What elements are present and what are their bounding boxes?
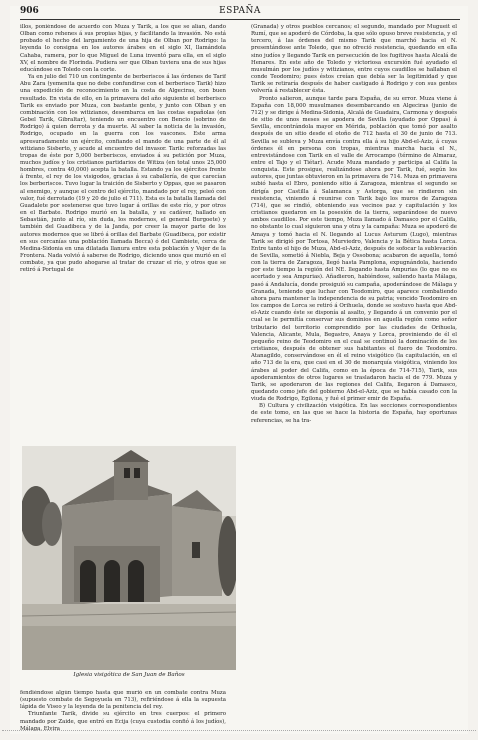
paragraph: Triunfante Tarik, divide su ejército en tres cuerpos: el primero mandado por Zaide, que entró en Ecija (cuya custodia confió á los judíos), Málaga, Elvira xyxy=(20,711,226,732)
paragraph: illos, poniéndose de acuerdo con Muza y Tarik, a los que se alían, dando Olban como rehenes á sus propias hijas, y facilitando la invasión. No está probado el hecho del largamiento de una hija de Olban por Rodrigo: la leyenda lo consigna en los autores árabes en el siglo XI, llamándola Cahaba, ramera, por lo que Miguel de Luna inventó para ella, en el siglo XV, el nombre de Florinda. Pudiera ser que Olban tuviera una de sus hijas educándose en Toledo con la corte. xyxy=(20,24,226,73)
paragraph: fendiéndose algún tiempo hasta que murió en un combate contra Muza (supuesto combate de Segoyuela en 713), refiriéndose á ella la supuesta lápida de Viseo y la leyenda de la penitencia del rey. xyxy=(20,690,226,711)
paragraph: (Granada) y otros pueblos cercanos; el segundo, mandado por Mugueit el Rumí, que se apoderó de Córdoba, la que sólo opuso breve resistencia, y el tercero, á las órdenes del mismo Tarik que marchó hacia el N. presentándose ante Toledo, que no ofreció resistencia, quedando en ella sino judíos y llegando Tarik en persecución de los fugitivos hasta Alcalá de Henares. En este año de Toledo y victoriosa excursión fué ayudado el musulmán por los judíos y witizianos, entre cuyos caudillos se hallaban el conde Teodomiro; pues éstos creían que debía ser la legitimidad y que Tarik se retiraría después de haber castigado á Rodrigo y con sus gentes volvería á restablecer ésta. xyxy=(251,24,457,95)
paragraph: Pronto salieron, aunque tarde para España, de su error. Muza viene á España con 18,000 musulmanes desembarcando en Algeciras (junio de 712) y se dirige á Medina-Sidonia, Alcalá de Guadaira, Carmona y después de sitio de unos meses se apodera de Sevilla (ayudado por Oppas) á Sevilla, encontrándola mayor en Mérida, población que tomó por asalto después de un sitio desde el otoño de 712 hasta el 30 de junio de 713. Sevilla se subleva y Muza envía contra ella á su hijo Abd-el-Aziz, á cuyas órdenes él en persona con tropas, mientras marcha hacia el N., entrevistándose con Tarik en el valle de Arrocampo (término de Almaraz, entre el Tajo y el Tiétar). Acude Muza mandado y participa al Califa la conquista. Este prosigue, realizándose ahora por Tarik, fué, según los autores, que juntas obtuvieron en la primavera de 714. Muza en primavera subió hasta el Ebro, poniendo sitio á Zaragoza, mientras el segundo se dirigía por Castilla á Salamanca y Astorga, que se rindieron sin resistencia, viniendo á reunirse con Tarik bajo los muros de Zaragoza (714), que se rindió, obteniendo sus vecinos paz y capitulación y los cristianos quedaron en la posesión de la tierra, separándose de nuevo ambos caudillos. Por este tiempo, Muza llamado á Damasco por el Califa, no obstante lo cual siguieron una y otra y la campaña: Muza se apoderó de Amaya y tomó hacia el N. llegando al Lucus Asturum (Lugo), mientras Tarik se dirigió por Tortosa, Murviedro, Valencia y la Bética hasta Lorca. Entre tanto el hijo de Muza, Abd-el-Aziz, después de sofocar la sublevación de Sevilla, sometió á Niebla, Beja y Ossobona; acabaron de aquella, tomó con la tierra de Zaragoza, llegó hasta Pamplona, expugnándola, haciendo por este tiempo la región del NE. llegando hasta Ampurias (lo que no es acertado y sea Ampurias). Añadieron, habiéndose, saliendo hasta Málaga, pasó á Andalucía, donde prosiguió su campaña, apoderándose de Málaga y Granada, teniendo que luchar con Teodomiro, que aparece combatiendo ahora para mantener la independencia de su patria; vencido Teodomiro en los campos de Lorca se retiró á Orihuela, donde se sostuvo hasta que Abd-el-Aziz cuando éste se disponía al asalto, y llegando á un convenio por el cual se le permitía conservar sus dominios en aquella región como señor tributario del territorio comprendido por las ciudades de Orihuela, Valencia, Alicante, Mula, Begastro, Anaya y Lorca, proviniendo de él el pequeño reino de Teodomiro en el cual se continuó la dominación de los cristianos, después de obtener sus habitantes el fuero de Teodomiro. Atanagildo, conservándose en él el reino visigótico (la capitulación, en el año 713 de la era, que casi en el 30 de monarquía visigótica, viniendo los árabes al poder del Califa, como en la época de 714-715), Tarik, sus apoderamientos de otros lugares se trasladaron hacia el de 779. Muza y Tarik, se apoderaron de las regiones del Califa, llegaron á Damasco, quedando como jefe del gobierno Abd-el-Aziz, que se había casado con la viuda de Rodrigo, Egilona, y fué el primer emir de España. xyxy=(251,95,457,403)
figure-caption: Iglesia visigótica de San Juan de Baños xyxy=(73,672,185,678)
page-number: 906 xyxy=(20,6,39,16)
paragraph: Ya en julio del 710 un contingente de berberiscos á las órdenes de Tarif Abu Zara (yemenita que no debe confundirse con el berberisco Tarik) hizo una expedición de reconocimiento en la costa de Algeciras, con buen resultado. En vista de ello, en la primavera del año siguiente el berberisco Tarik es enviado por Muza, con bastante gente, y junto con Olban y en combinación con los witizianos, desembarca en las costas españolas (en Gebel Tarik, Gibraltar), teniendo un encuentro con Bencio (sobrino de Rodrigo) á quien derrota y da muerte. Al saber la noticia de la invasión, Rodrigo, ocupado en la guerra con los vascones. Este arma apresuradamente un ejército, confiando el mando de una parte de él al witiziano Sisberto, y acude al encuentro del invasor. Tarik: reforzadas las tropas de éste por 5,000 berberiscos, enviados á su petición por Muza, muchos judíos y los cristianos partidarios de Witiza (en total unos 25,000 hombres, contra 40,000) acepta la batalla. Estando ya los ejércitos frente á frente, el rey de los visigodos, gracias á su caballería, de que carecían los berberiscos. Tuvo lugar la traición de Sisberto y Oppas, que se pasaron al enemigo, y aunque el centro del ejército, mandado por el rey, peleó con valor, fué derrotado (19 y 20 de julio el 711). Esta es la batalla llamada del Guadalete por sostenerse que tuvo lugar á orillas de este río, y por otros en el Barbate. Rodrigo murió en la batalla, y su cadáver, hallado en Sebastián, junto al río, sin duda, los modernos, el general Burgoete) y también del Guadibeca y de la Janda, por creer la mayor parte de los autores modernos que se libró á orillas del Barbate (Guadibeca, por existir en sus cercanías una población llamada Becca) ó del Cambiete, cerca de Medina-Sidonia en una dilatada llanura entre esta población y Vejer de la Frontera. Nada volvió á saberse de Rodrigo, diciendo unos que murió en el combate, ya que pudo ahogarse al tratar de cruzar el río, y otros que se retiró á Portugal de xyxy=(20,74,226,274)
figure xyxy=(22,446,236,686)
paragraph: B) Cultura y civilización visigótica. En las secciones correspondientes de este tomo, en las que se hace la historia de España, hay oportunas referencias, se ha tra- xyxy=(251,403,457,424)
page-bottom-edge xyxy=(2,726,476,731)
church-photo xyxy=(22,446,236,670)
header-rule xyxy=(20,19,460,20)
running-title: ESPAÑA xyxy=(219,6,261,16)
right-column xyxy=(251,24,457,732)
left-column-top xyxy=(20,24,226,444)
